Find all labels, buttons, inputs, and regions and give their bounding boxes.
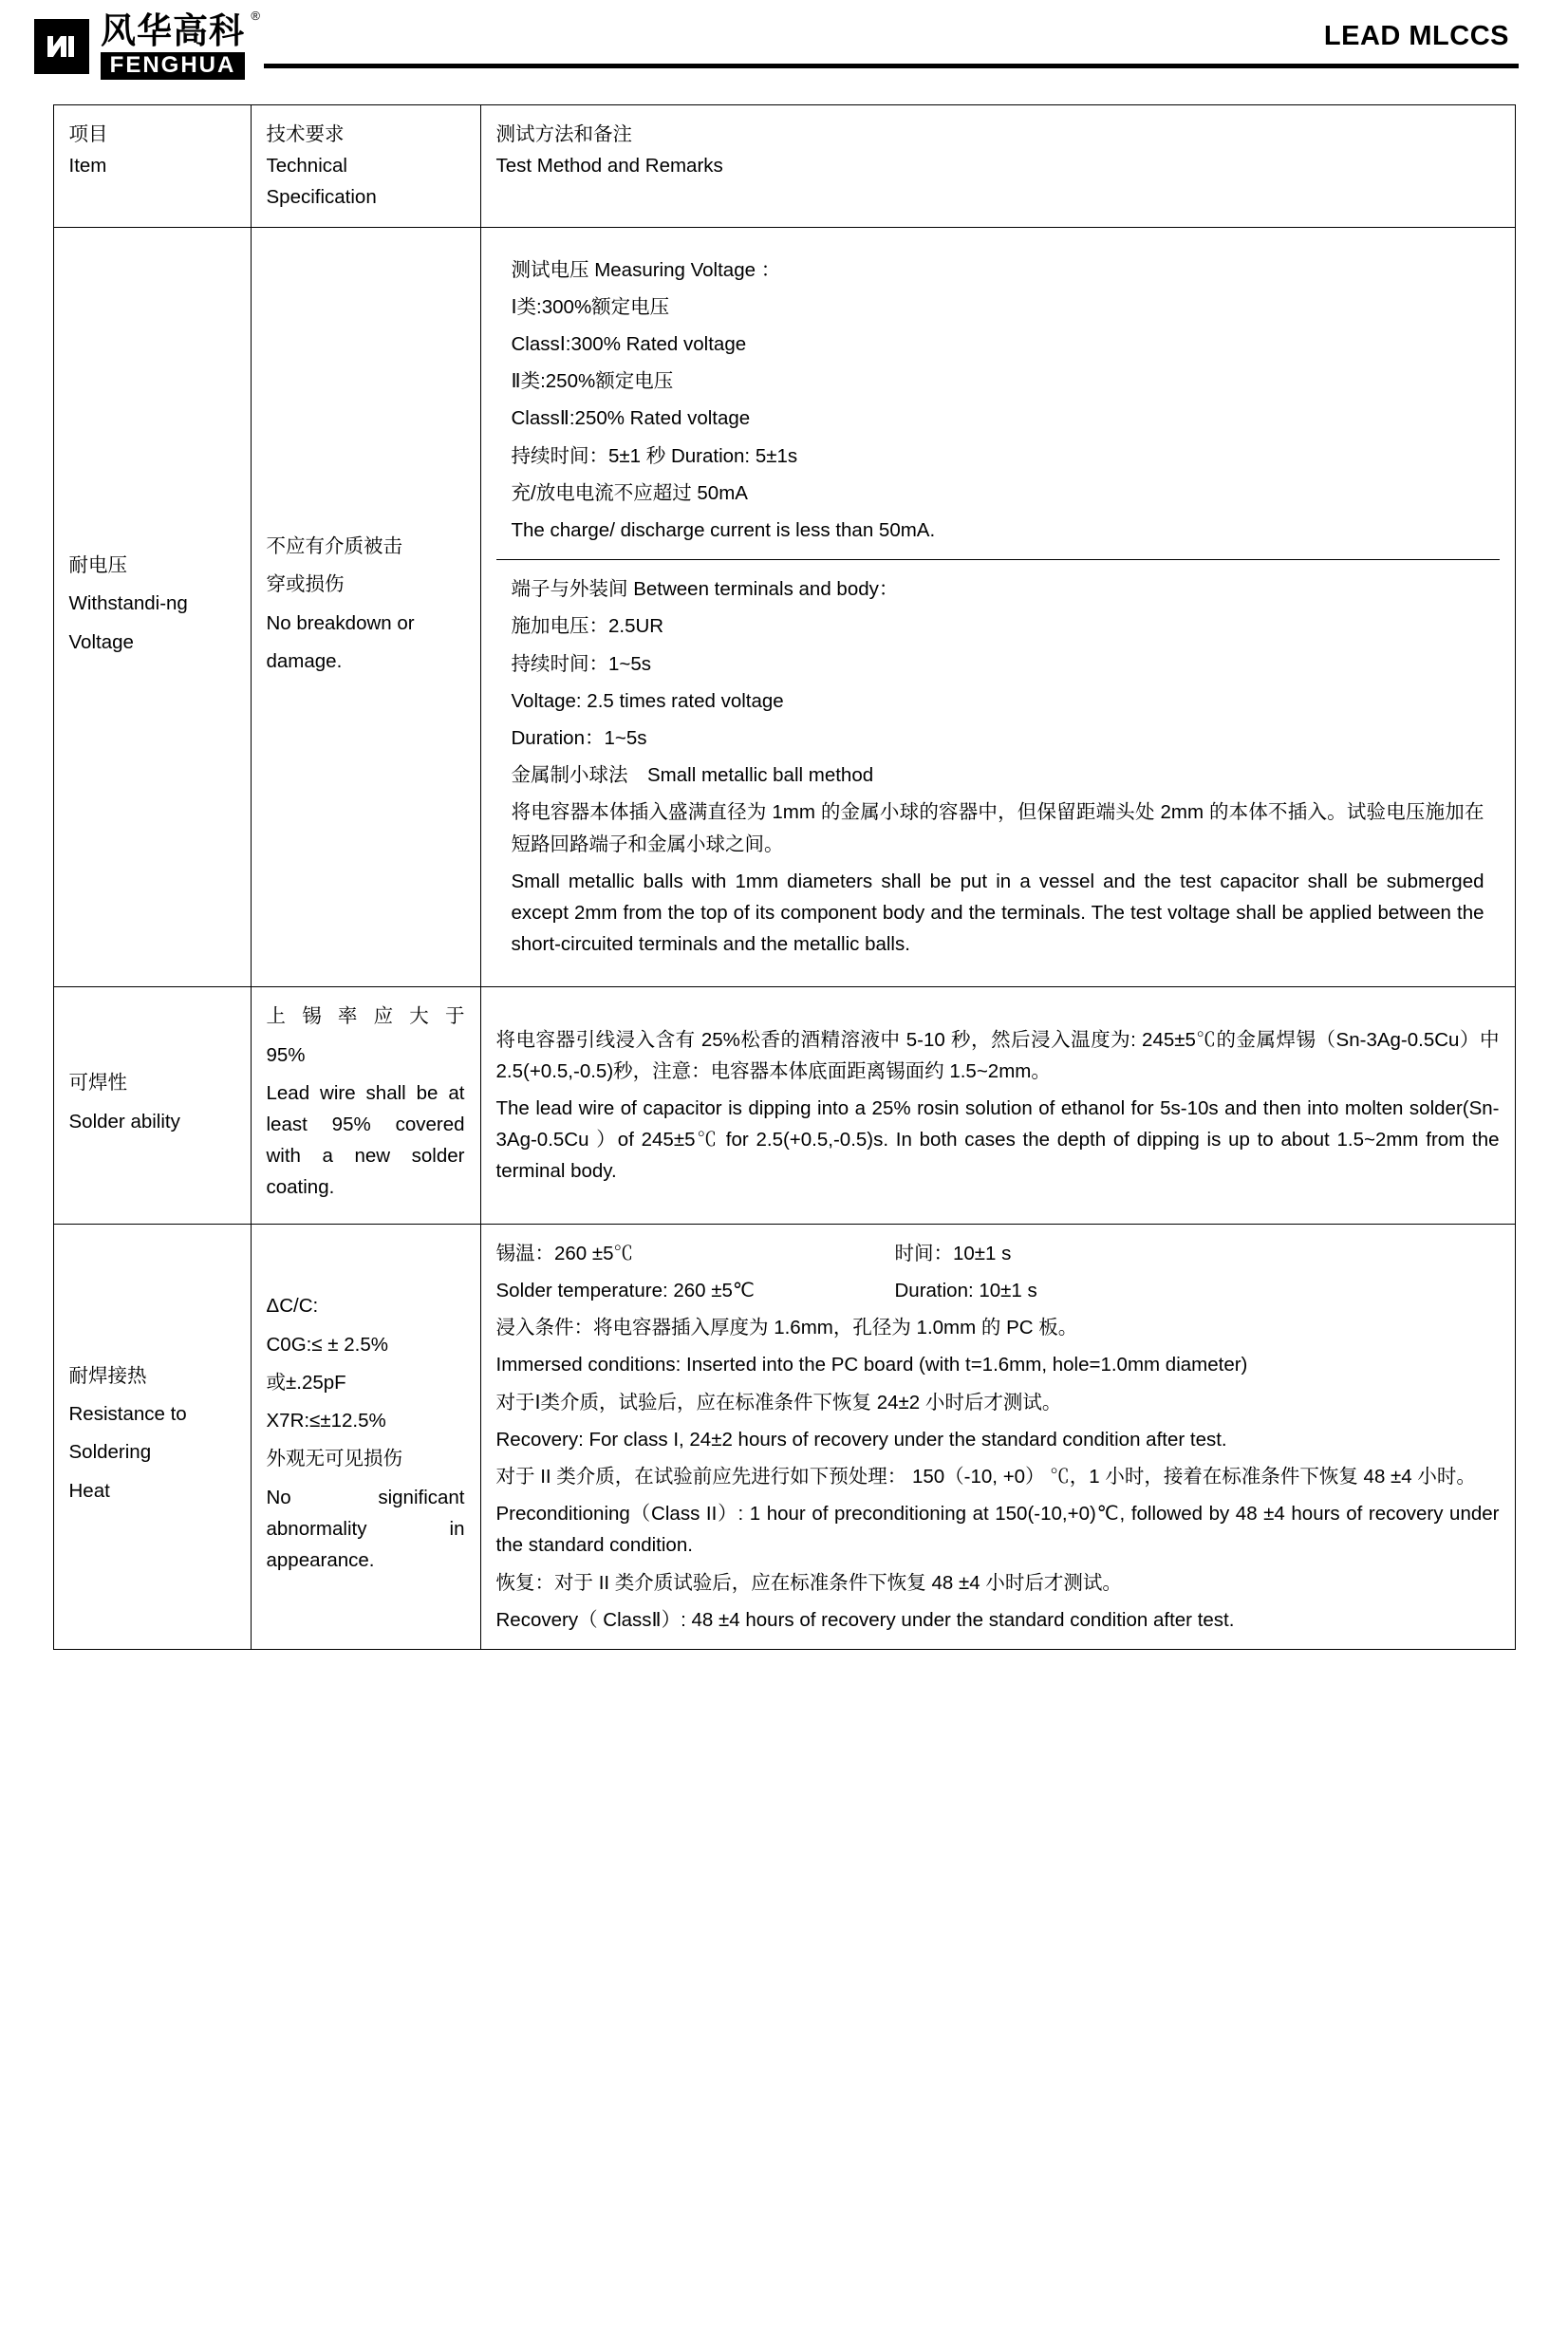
duration-cn: 时间：10±1 s xyxy=(894,1242,1012,1264)
table-row xyxy=(53,987,1515,1224)
company-logo xyxy=(34,9,260,80)
method-line: 恢复：对于 II 类介质试验后，应在标准条件下恢复 48 ±4 小时后才测试。 xyxy=(495,1571,1122,1594)
item-cn: 耐焊接热 xyxy=(68,1364,147,1387)
column-header-item xyxy=(53,105,251,228)
column-header-spec xyxy=(251,105,480,228)
item-en-line3: Heat xyxy=(68,1479,110,1502)
row-method-withstanding-voltage xyxy=(480,227,1515,987)
column-header-method-en: Test Method and Remarks xyxy=(495,155,723,178)
spec-line: 外观无可见损伤 xyxy=(266,1448,402,1470)
method-line: Duration：1~5s xyxy=(511,727,647,750)
item-cn: 耐电压 xyxy=(68,554,127,577)
method-line: 将电容器本体插入盛满直径为 1mm 的金属小球的容器中，但保留距端头处 2mm 的本体不插入。试验电压施加在短路回路端子和金属小球之间。 xyxy=(511,801,1484,855)
method-line: 持续时间：5±1 秒 Duration: 5±1s xyxy=(511,444,798,467)
method-line: 施加电压：2.5UR xyxy=(511,615,664,638)
spec-en-line1: No breakdown or xyxy=(266,611,415,634)
method-line: 浸入条件：将电容器插入厚度为 1.6mm，孔径为 1.0mm 的 PC 板。 xyxy=(495,1317,1078,1339)
row-item-solder-ability xyxy=(53,987,251,1224)
row-spec-solder-ability xyxy=(251,987,480,1224)
column-header-spec-cn: 技术要求 xyxy=(266,123,345,145)
method-line: 对于Ⅰ类介质，试验后，应在标准条件下恢复 24±2 小时后才测试。 xyxy=(495,1391,1062,1413)
spec-en: Lead wire shall be at least 95% covered with a new solder coating. xyxy=(266,1081,465,1199)
method-line: Ⅱ类:250%额定电压 xyxy=(511,370,674,393)
table-row xyxy=(53,1224,1515,1649)
page-title: LEAD MLCCS xyxy=(1323,21,1509,51)
method-line: 对于 II 类介质，在试验前应先进行如下预处理： 150（-10, +0） ℃，1 小时，接着在标准条件下恢复 48 ±4 小时。 xyxy=(495,1465,1476,1488)
method-line: Immersed conditions: Inserted into the PC board (with t=1.6mm, hole=1.0mm diameter) xyxy=(495,1354,1248,1376)
method-line: Ⅰ类:300%额定电压 xyxy=(511,295,670,318)
column-header-item-cn: 项目 xyxy=(68,123,108,145)
header-divider xyxy=(264,64,1519,68)
logo-chinese-name: 风华高科 xyxy=(101,10,245,51)
table-header-row xyxy=(53,105,1515,228)
spec-cn-line2: 95% xyxy=(266,1043,306,1066)
method-block xyxy=(496,241,1500,560)
terminals-body-block xyxy=(496,560,1500,974)
method-line: ClassⅠ:300% Rated voltage xyxy=(511,333,747,356)
method-line: Small metallic balls with 1mm diameters shall be put in a vessel and the test capacitor shall be submerged except 2mm from the top of its component body and the terminals. The test voltage shall be applied between the short-circuited terminals and the metallic balls. xyxy=(511,870,1484,956)
method-line: ClassⅡ:250% Rated voltage xyxy=(511,407,751,430)
item-en-line1: Withstandi-ng xyxy=(68,592,188,615)
spec-line: 或±.25pF xyxy=(266,1371,346,1394)
column-header-spec-en1: Technical xyxy=(266,155,347,178)
column-header-item-en: Item xyxy=(68,155,107,178)
item-en-line2: Voltage xyxy=(68,630,134,653)
method-line-row xyxy=(496,1238,1500,1269)
spec-cn-line1: 上锡率应大于 xyxy=(266,1005,465,1028)
row-method-resistance-soldering-heat xyxy=(480,1224,1515,1649)
item-en-line1: Solder ability xyxy=(68,1110,180,1133)
row-item-withstanding-voltage xyxy=(53,227,251,987)
method-line: Recovery: For class I, 24±2 hours of recovery under the standard condition after test. xyxy=(495,1428,1227,1451)
method-line: The lead wire of capacitor is dipping into a 25% rosin solution of ethanol for 5s-10s and then into molten solder(Sn-3Ag-0.5Cu ）of 245±5℃ for 2.5(+0.5,-0.5)s. In both cases the depth of dipping is up to about 1.5~2mm from the terminal body. xyxy=(495,1096,1500,1183)
spec-line: No significant abnormality in appearance. xyxy=(266,1486,465,1571)
method-line: 持续时间：1~5s xyxy=(511,652,652,675)
specification-table xyxy=(53,104,1516,1650)
spec-line: ΔC/C: xyxy=(266,1295,319,1318)
column-header-method-cn: 测试方法和备注 xyxy=(495,123,632,145)
page-header xyxy=(0,0,1568,82)
method-line: Recovery（ ClassⅡ）: 48 ±4 hours of recovery under the standard condition after test. xyxy=(495,1608,1235,1631)
row-item-resistance-soldering-heat xyxy=(53,1224,251,1649)
solder-temp-cn: 锡温：260 ±5℃ xyxy=(495,1242,634,1264)
item-cn: 可焊性 xyxy=(68,1072,127,1095)
method-line: 充/放电电流不应超过 50mA xyxy=(511,481,748,504)
method-line: 测试电压 Measuring Voltage ： xyxy=(511,258,781,281)
method-line: 金属制小球法 Small metallic ball method xyxy=(511,764,874,787)
registered-trademark-icon: ® xyxy=(251,9,260,23)
item-en-line1: Resistance to xyxy=(68,1403,187,1426)
spec-line: C0G:≤ ± 2.5% xyxy=(266,1333,388,1356)
measuring-voltage-block xyxy=(496,241,1500,560)
method-line: Voltage: 2.5 times rated voltage xyxy=(511,689,784,712)
spec-cn-line2: 穿或损伤 xyxy=(266,573,345,596)
spec-line: X7R:≤±12.5% xyxy=(266,1410,386,1432)
method-line-row xyxy=(496,1275,1500,1306)
method-line: 端子与外装间 Between terminals and body： xyxy=(511,578,899,601)
spec-cn-line1: 不应有介质被击 xyxy=(266,535,402,558)
column-header-spec-en2: Specification xyxy=(266,186,377,209)
duration-en: Duration: 10±1 s xyxy=(894,1279,1037,1301)
row-spec-withstanding-voltage xyxy=(251,227,480,987)
method-line: Preconditioning（Class II）: 1 hour of preconditioning at 150(-10,+0)℃, followed by 48 ±4 hours of recovery under the standard condition. xyxy=(495,1503,1500,1557)
table-row xyxy=(53,227,1515,987)
spec-en-line2: damage. xyxy=(266,649,343,672)
solder-temp-en: Solder temperature: 260 ±5℃ xyxy=(495,1279,755,1301)
row-method-solder-ability xyxy=(480,987,1515,1224)
method-line: 将电容器引线浸入含有 25%松香的酒精溶液中 5-10 秒，然后浸入温度为: 245±5℃的金属焊锡（Sn-3Ag-0.5Cu）中 2.5(+0.5,-0.5)秒，注意：电容器本体底面距离锡面约 1.5~2mm。 xyxy=(495,1028,1500,1082)
fenghua-logo-icon xyxy=(34,19,89,74)
row-spec-resistance-soldering-heat xyxy=(251,1224,480,1649)
method-line: The charge/ discharge current is less than 50mA. xyxy=(511,519,936,542)
item-en-line2: Soldering xyxy=(68,1441,152,1464)
method-block xyxy=(496,560,1500,974)
logo-english-name: FENGHUA xyxy=(101,52,245,80)
column-header-method xyxy=(480,105,1515,228)
